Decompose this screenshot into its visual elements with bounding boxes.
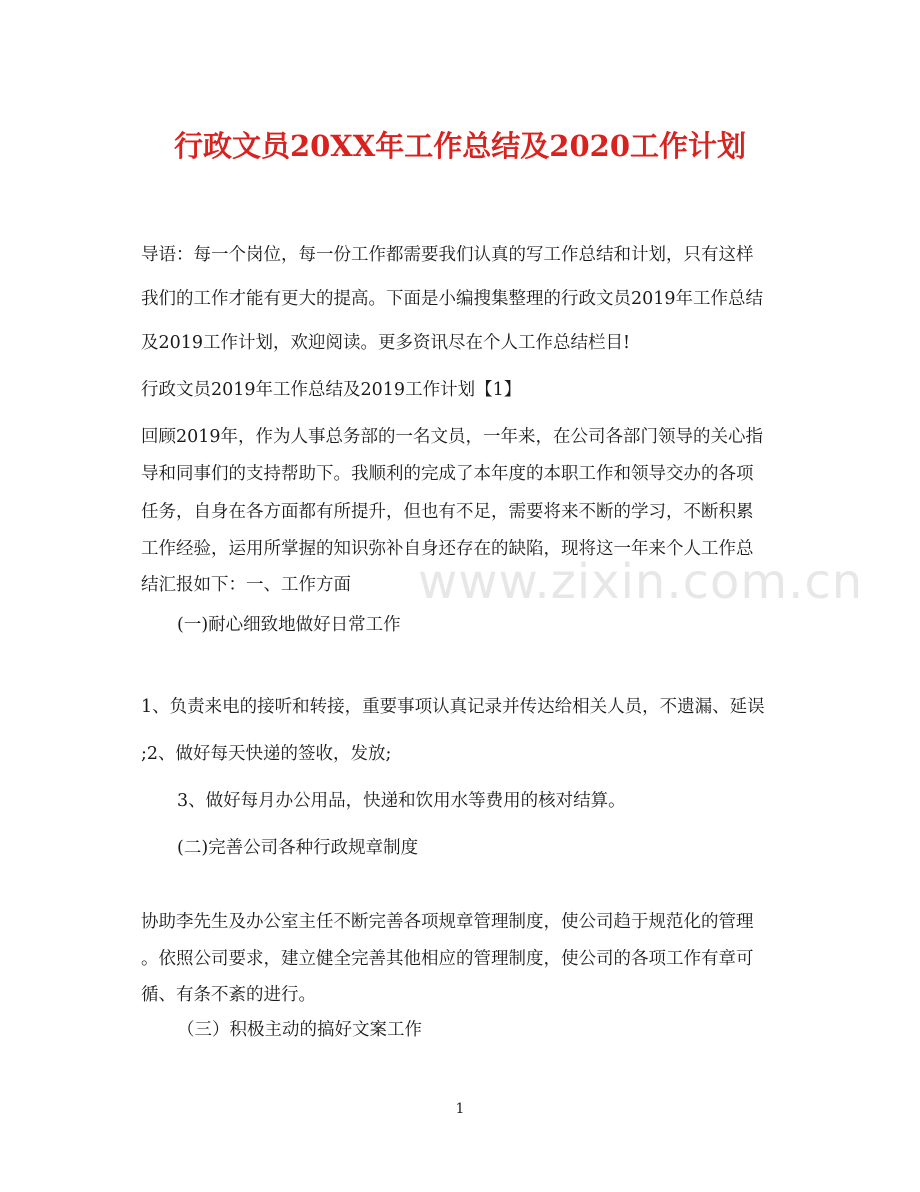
review-line: 回顾2019年，作为人事总务部的一名文员，一年来，在公司各部门领导的关心指 [141,427,764,447]
section-heading: (二)完善公司各种行政规章制度 [177,838,419,858]
review-line: 任务，自身在各方面都有所提升，但也有不足，需要将来不断的学习，不断积累 [141,502,754,522]
review-line: 导和同事们的支持帮助下。我顺利的完成了本年度的本职工作和领导交办的各项 [141,464,754,484]
list-item: 1、负责来电的接听和转接，重要事项认真记录并传达给相关人员，不遗漏、延误 [141,697,765,717]
intro-line: 我们的工作才能有更大的提高。下面是小编搜集整理的行政文员2019年工作总结 [141,289,764,309]
section2-line: 协助李先生及办公室主任不断完善各项规章管理制度，使公司趋于规范化的管理 [141,912,754,932]
list-item: 3、做好每月办公用品，快递和饮用水等费用的核对结算。 [177,791,626,811]
page-number: 1 [455,1101,465,1117]
intro-line: 及2019工作计划，欢迎阅读。更多资讯尽在个人工作总结栏目! [141,333,631,353]
subheading: 行政文员2019年工作总结及2019工作计划【1】 [141,380,522,400]
section2-line: 。依照公司要求，建立健全完善其他相应的管理制度，使公司的各项工作有章可 [141,949,754,969]
section-heading: (一)耐心细致地做好日常工作 [177,615,401,635]
review-line: 工作经验，运用所掌握的知识弥补自身还存在的缺陷，现将这一年来个人工作总 [141,539,754,559]
document-title: 行政文员20XX年工作总结及2020工作计划 [173,129,747,163]
list-item: ;2、做好每天快递的签收，发放; [141,744,392,764]
review-line: 结汇报如下：一、工作方面 [141,575,351,595]
section2-line: 循、有条不紊的进行。 [141,985,316,1005]
section-heading: （三）积极主动的搞好文案工作 [177,1020,422,1040]
watermark: www.zixin.com.cn [418,554,864,610]
intro-line: 导语：每一个岗位，每一份工作都需要我们认真的写工作总结和计划，只有这样 [141,245,754,265]
